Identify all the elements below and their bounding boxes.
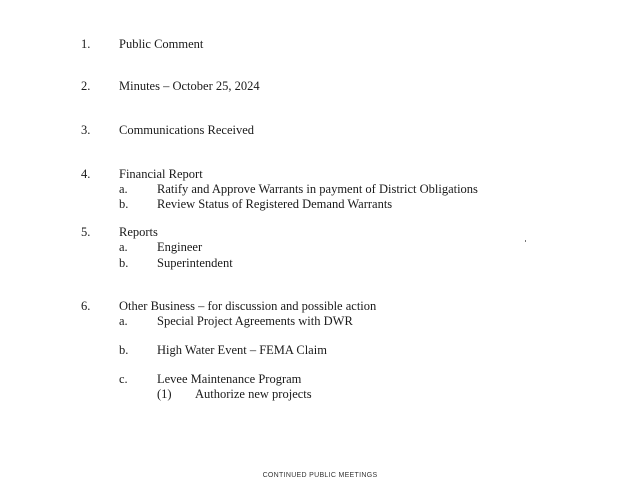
subitem-text: High Water Event – FEMA Claim	[157, 343, 327, 357]
item-number: 3.	[81, 123, 91, 137]
subitem-text: Superintendent	[157, 256, 233, 270]
subitem-text: Special Project Agreements with DWR	[157, 314, 353, 328]
item-title: Communications Received	[119, 123, 255, 137]
subitem-letter: b.	[119, 197, 129, 211]
item-title: Public Comment	[119, 37, 204, 51]
item-number: 5.	[81, 225, 91, 239]
subitem-text: Levee Maintenance Program	[157, 372, 302, 386]
subitem-text: Review Status of Registered Demand Warrants	[157, 197, 393, 211]
item-number: 4.	[81, 167, 91, 181]
subitem-text: Ratify and Approve Warrants in payment of District Obligations	[157, 182, 478, 196]
item-title: Minutes – October 25, 2024	[119, 79, 260, 93]
subitem-letter: a.	[119, 182, 128, 196]
subitem-text: Engineer	[157, 240, 203, 254]
subitem-letter: b.	[119, 256, 129, 270]
item-number: 6.	[81, 299, 91, 313]
scan-speck	[525, 240, 526, 242]
item-title: Financial Report	[119, 167, 203, 181]
page-footer: CONTINUED PUBLIC MEETINGS	[262, 472, 378, 479]
subsubitem-text: Authorize new projects	[195, 387, 312, 401]
item-number: 2.	[81, 79, 91, 93]
subsubitem-number: (1)	[157, 387, 172, 401]
subitem-letter: c.	[119, 372, 128, 386]
item-title: Reports	[119, 225, 158, 239]
item-title: Other Business – for discussion and possible action	[119, 299, 377, 313]
item-number: 1.	[81, 37, 91, 51]
subitem-letter: a.	[119, 240, 128, 254]
subitem-letter: b.	[119, 343, 129, 357]
subitem-letter: a.	[119, 314, 128, 328]
